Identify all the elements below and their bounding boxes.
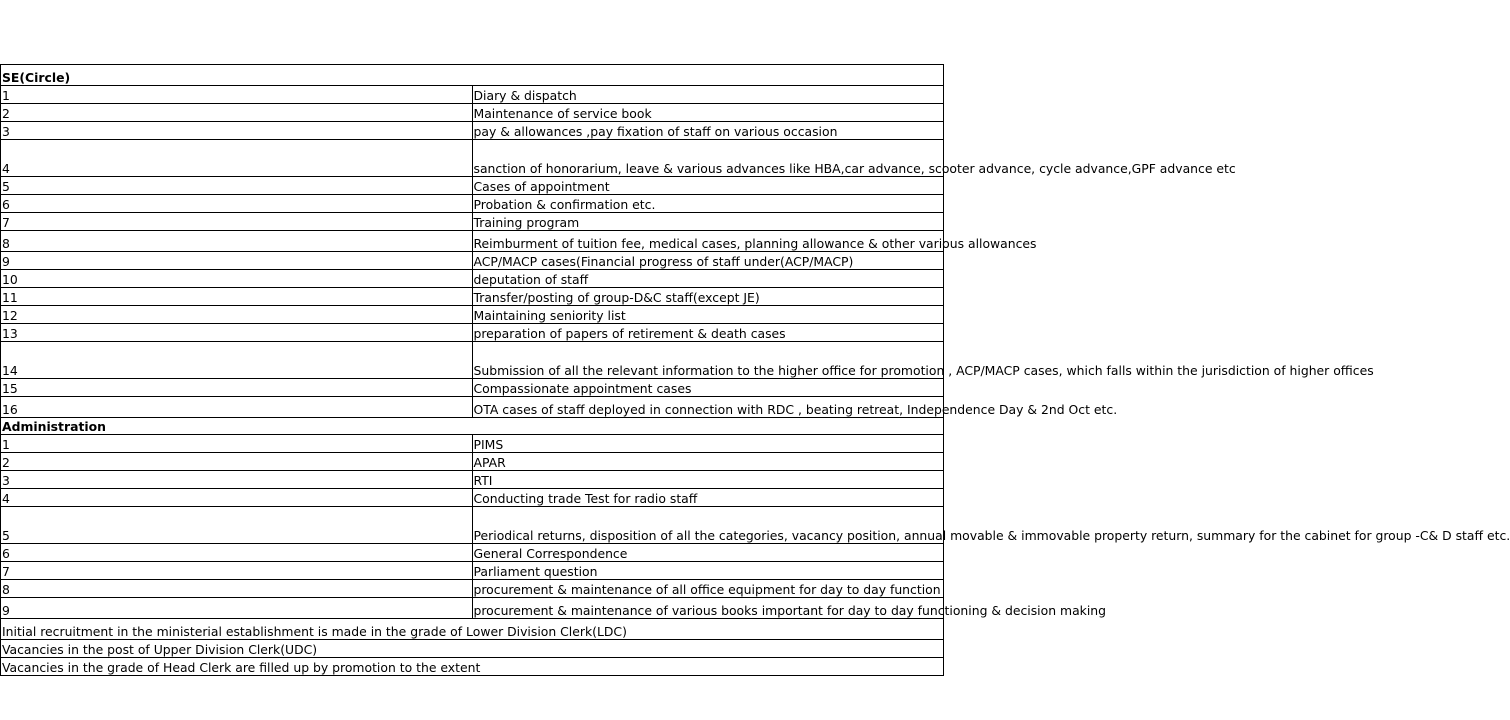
table-row (1, 324, 944, 342)
row-number: 13 (1, 324, 473, 342)
table-row (1, 544, 944, 562)
row-text: Conducting trade Test for radio staff (472, 489, 944, 507)
table-row (1, 453, 944, 471)
row-number: 14 (1, 342, 473, 379)
table-row (1, 397, 944, 418)
row-number: 3 (1, 471, 473, 489)
note-row (1, 658, 944, 676)
row-number: 6 (1, 195, 473, 213)
table-row (1, 580, 944, 598)
row-number: 11 (1, 288, 473, 306)
note-text: Vacancies in the post of Upper Division Clerk(UDC) (1, 640, 944, 658)
row-number: 9 (1, 598, 473, 619)
row-text: deputation of staff (472, 270, 944, 288)
table-row (1, 140, 944, 177)
row-number: 6 (1, 544, 473, 562)
row-text: Probation & confirmation etc. (472, 195, 944, 213)
row-text: Training program (472, 213, 944, 231)
note-text: Vacancies in the grade of Head Clerk are filled up by promotion to the extent (1, 658, 944, 676)
table-row (1, 288, 944, 306)
row-text: Parliament question (472, 562, 944, 580)
table-row (1, 195, 944, 213)
table-row (1, 231, 944, 252)
row-number: 1 (1, 86, 473, 104)
row-number: 1 (1, 435, 473, 453)
table-row (1, 489, 944, 507)
table-row (1, 435, 944, 453)
row-text: Transfer/posting of group-D&C staff(except JE) (472, 288, 944, 306)
table-row (1, 342, 944, 379)
note-row (1, 640, 944, 658)
row-number: 4 (1, 489, 473, 507)
row-number: 7 (1, 562, 473, 580)
section-heading-row (1, 65, 944, 86)
section-heading: Administration (1, 418, 944, 435)
row-number: 2 (1, 453, 473, 471)
row-text: Reimburment of tuition fee, medical cases, planning allowance & other various allowances (472, 231, 944, 252)
row-number: 4 (1, 140, 473, 177)
row-text: OTA cases of staff deployed in connection with RDC , beating retreat, Independence Day & 2nd Oct etc. (472, 397, 944, 418)
row-text: General Correspondence (472, 544, 944, 562)
row-text: procurement & maintenance of various books important for day to day functioning & decision making (472, 598, 944, 619)
row-text: preparation of papers of retirement & death cases (472, 324, 944, 342)
note-text: Initial recruitment in the ministerial establishment is made in the grade of Lower Division Clerk(LDC) (1, 619, 944, 640)
row-text: PIMS (472, 435, 944, 453)
section-heading: SE(Circle) (1, 65, 944, 86)
row-number: 12 (1, 306, 473, 324)
table-row (1, 122, 944, 140)
row-text: APAR (472, 453, 944, 471)
table-row (1, 562, 944, 580)
table-row (1, 379, 944, 397)
table-row (1, 507, 944, 544)
table-row (1, 177, 944, 195)
row-text: Periodical returns, disposition of all the categories, vacancy position, annual movable & immovable property return, summary for the cabinet for group -C& D staff etc. (472, 507, 944, 544)
row-text: Compassionate appointment cases (472, 379, 944, 397)
duties-table (0, 64, 1510, 676)
row-number: 7 (1, 213, 473, 231)
row-number: 8 (1, 231, 473, 252)
table-row (1, 598, 944, 619)
row-text: Diary & dispatch (472, 86, 944, 104)
row-text: Cases of appointment (472, 177, 944, 195)
row-number: 3 (1, 122, 473, 140)
row-text: sanction of honorarium, leave & various advances like HBA,car advance, scooter advance, cycle advance,GPF advance etc (472, 140, 944, 177)
section-heading-row (1, 418, 944, 435)
row-text: pay & allowances ,pay fixation of staff on various occasion (472, 122, 944, 140)
table-row (1, 86, 944, 104)
table-row (1, 270, 944, 288)
row-number: 8 (1, 580, 473, 598)
row-text: Submission of all the relevant information to the higher office for promotion , ACP/MACP cases, which falls within the jurisdiction of higher offices (472, 342, 944, 379)
row-number: 10 (1, 270, 473, 288)
note-row (1, 619, 944, 640)
row-number: 5 (1, 507, 473, 544)
table-row (1, 471, 944, 489)
row-text: Maintenance of service book (472, 104, 944, 122)
row-text: procurement & maintenance of all office equipment for day to day function (472, 580, 944, 598)
row-number: 9 (1, 252, 473, 270)
row-text: RTI (472, 471, 944, 489)
row-text: Maintaining seniority list (472, 306, 944, 324)
table-row (1, 104, 944, 122)
row-number: 5 (1, 177, 473, 195)
row-text: ACP/MACP cases(Financial progress of staff under(ACP/MACP) (472, 252, 944, 270)
table-row (1, 306, 944, 324)
row-number: 15 (1, 379, 473, 397)
row-number: 16 (1, 397, 473, 418)
row-number: 2 (1, 104, 473, 122)
table-row (1, 252, 944, 270)
table-row (1, 213, 944, 231)
